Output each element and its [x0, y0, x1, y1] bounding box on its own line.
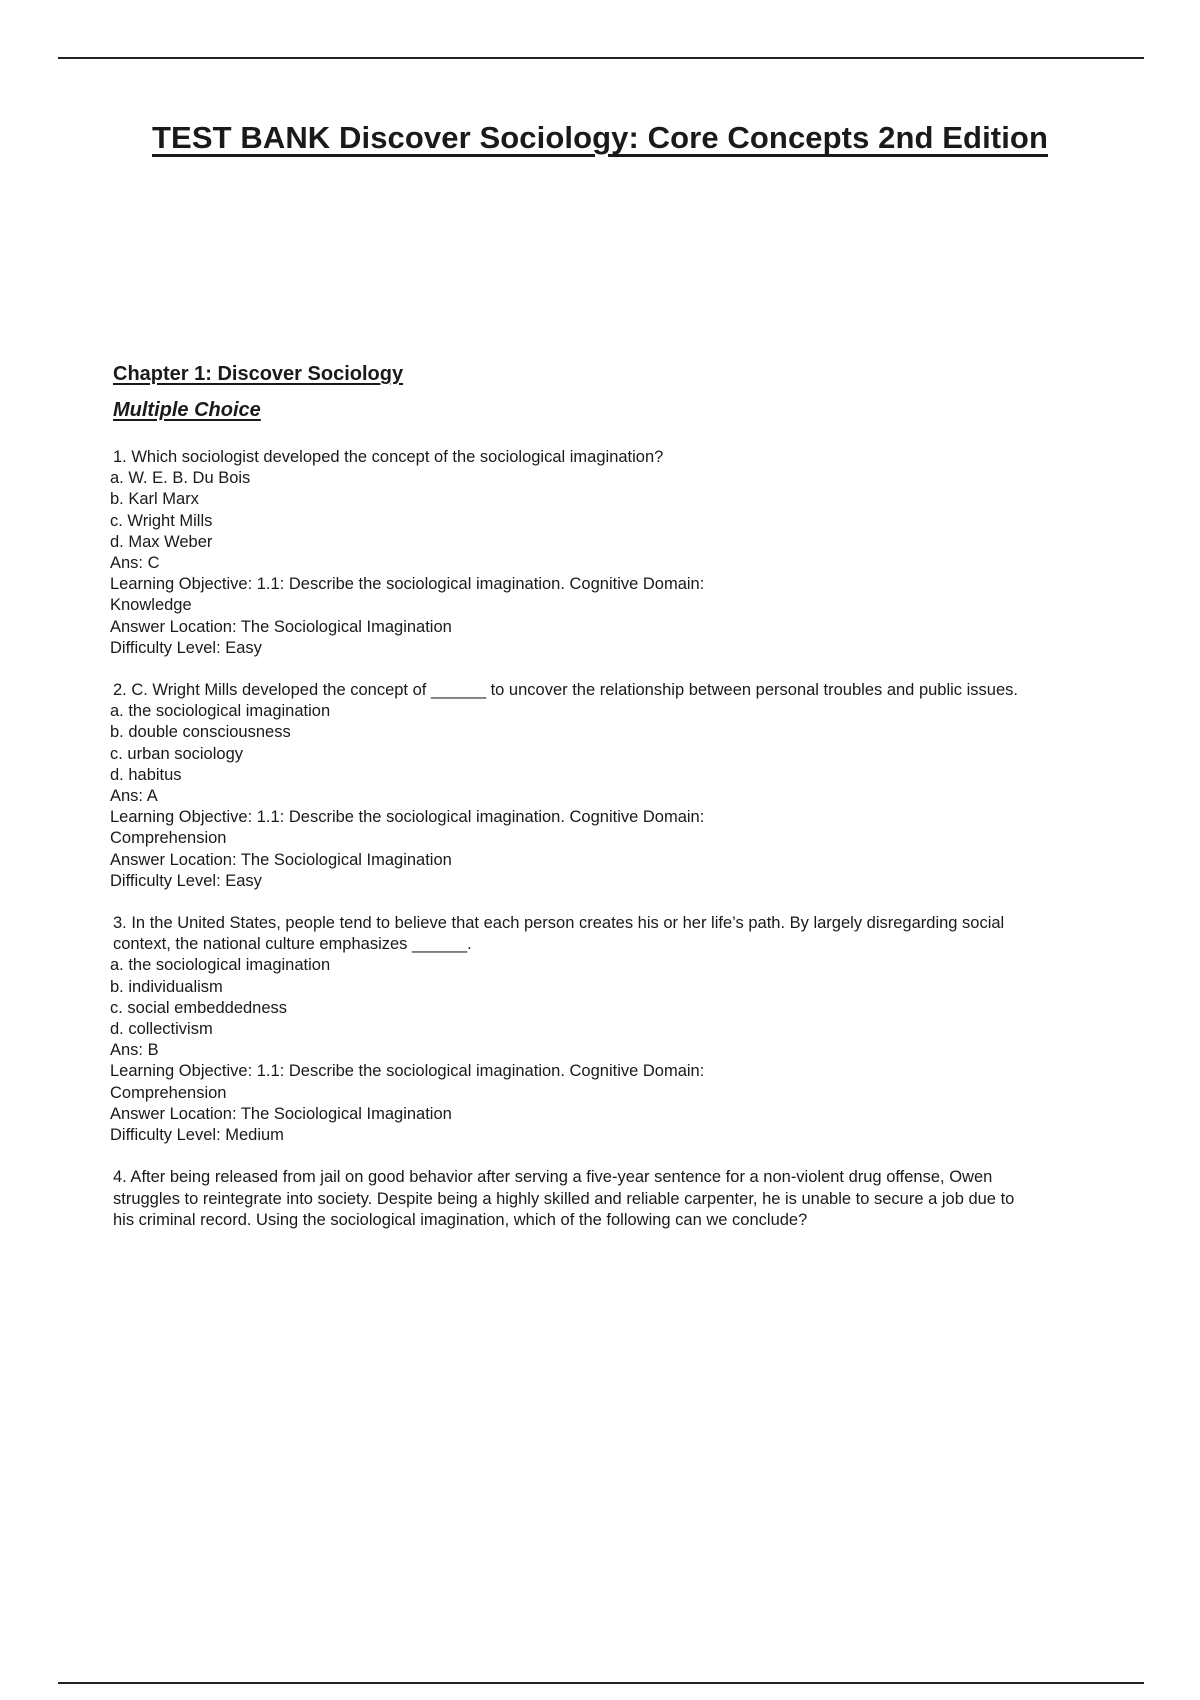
option-a: a. the sociological imagination — [110, 956, 331, 975]
cognitive-domain: Comprehension — [110, 829, 227, 848]
option-c: c. urban sociology — [110, 744, 243, 763]
cognitive-domain: Knowledge — [110, 596, 192, 615]
answer: Ans: A — [110, 787, 158, 806]
chapter-heading: Chapter 1: Discover Sociology — [113, 363, 404, 385]
option-d: d. collectivism — [110, 1020, 213, 1039]
option-b: b. individualism — [110, 977, 223, 996]
question-3 — [110, 913, 1030, 1146]
question-stem: 2. C. Wright Mills developed the concept of ______ to uncover the relationship between personal troubles and public issues. — [113, 681, 1018, 700]
option-d: d. habitus — [110, 765, 182, 784]
difficulty-level: Difficulty Level: Medium — [110, 1126, 284, 1145]
cognitive-domain: Comprehension — [110, 1083, 227, 1102]
document-title — [0, 120, 1200, 156]
bottom-rule — [58, 1682, 1144, 1684]
top-rule — [58, 57, 1144, 59]
answer-location: Answer Location: The Sociological Imagination — [110, 1104, 452, 1123]
answer: Ans: B — [110, 1041, 159, 1060]
document-title-text: TEST BANK Discover Sociology: Core Concepts 2nd Edition — [152, 120, 1048, 155]
option-d: d. Max Weber — [110, 532, 213, 551]
question-list — [110, 447, 1030, 1252]
answer: Ans: C — [110, 554, 160, 573]
option-c: c. Wright Mills — [110, 511, 213, 530]
option-a: a. W. E. B. Du Bois — [110, 469, 251, 488]
question-stem: 3. In the United States, people tend to believe that each person creates his or her life’s path. By largely disregarding social context, the national culture emphasizes ______. — [113, 914, 1005, 954]
difficulty-level: Difficulty Level: Easy — [110, 638, 262, 657]
difficulty-level: Difficulty Level: Easy — [110, 871, 262, 890]
learning-objective: Learning Objective: 1.1: Describe the sociological imagination. Cognitive Domain: — [110, 1062, 705, 1081]
option-b: b. double consciousness — [110, 723, 291, 742]
question-stem: 1. Which sociologist developed the concept of the sociological imagination? — [113, 448, 664, 466]
learning-objective: Learning Objective: 1.1: Describe the sociological imagination. Cognitive Domain: — [110, 808, 705, 827]
question-stem: 4. After being released from jail on good behavior after serving a five-year sentence for a non-violent drug offense, Owen struggles to reintegrate into society. Despite being a highly skilled and reliable carpenter, he is unable to secure a job due to his criminal record. Using the sociological imagination, which of the following can we conclude? — [113, 1168, 1015, 1229]
answer-location: Answer Location: The Sociological Imagination — [110, 617, 452, 636]
section-heading: Multiple Choice — [113, 399, 261, 421]
answer-location: Answer Location: The Sociological Imagination — [110, 850, 452, 869]
question-2 — [110, 680, 1030, 892]
option-a: a. the sociological imagination — [110, 702, 331, 721]
option-b: b. Karl Marx — [110, 490, 199, 509]
option-c: c. social embeddedness — [110, 998, 288, 1017]
question-1 — [110, 447, 1030, 659]
learning-objective: Learning Objective: 1.1: Describe the sociological imagination. Cognitive Domain: — [110, 575, 705, 594]
question-4 — [110, 1167, 1030, 1231]
